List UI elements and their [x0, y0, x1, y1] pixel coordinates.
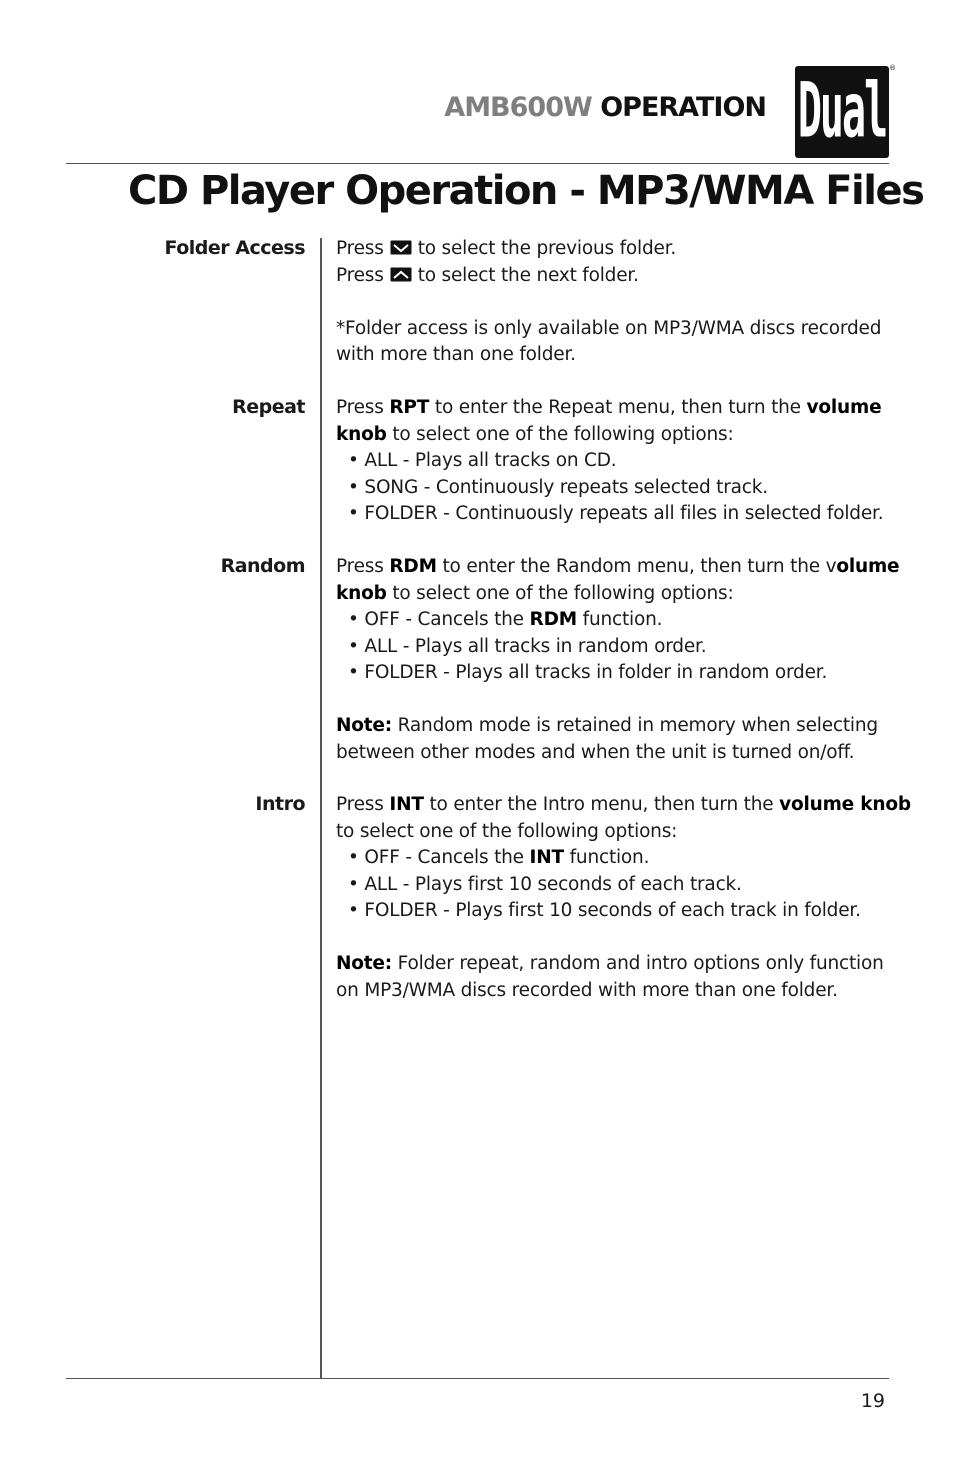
column-divider	[320, 238, 322, 1378]
folder-prev-line	[336, 236, 911, 263]
note-label: Note:	[336, 715, 392, 736]
folder-note-line1: *Folder access is only available on MP3/WMA discs recorded	[336, 317, 882, 339]
text-next-folder: to select the next folder.	[417, 264, 639, 286]
text-press: Press	[336, 238, 384, 259]
folder-up-button-icon	[390, 267, 412, 282]
key-knob: knob	[336, 582, 387, 604]
intro-note-line1	[336, 951, 911, 978]
model-name: AMB600W	[444, 92, 592, 123]
text: OFF - Cancels the	[364, 609, 524, 630]
list-item: • SONG - Continuously repeats selected track.	[348, 475, 911, 502]
text: Random mode is retained in memory when selecting	[397, 715, 878, 736]
section-repeat	[336, 395, 911, 528]
section-folder-access	[336, 236, 911, 369]
intro-options	[336, 845, 911, 925]
label-repeat: Repeat	[232, 396, 305, 418]
random-note-line2: between other modes and when the unit is turned on/off.	[336, 741, 855, 763]
page-number: 19	[860, 1390, 885, 1412]
footer-rule	[66, 1378, 889, 1379]
text: Folder repeat, random and intro options only function	[397, 953, 884, 974]
text-press: Press	[336, 264, 384, 286]
header-model	[444, 92, 766, 123]
page-title: CD Player Operation - MP3/WMA Files	[128, 168, 924, 214]
text: to select one of the following options:	[392, 582, 734, 604]
key-rdm: RDM	[389, 556, 437, 577]
brand-logo-text: Dual	[797, 68, 887, 156]
list-item: • ALL - Plays all tracks on CD.	[348, 448, 911, 475]
folder-down-button-icon	[390, 240, 412, 255]
intro-line1	[336, 792, 911, 819]
label-folder-access: Folder Access	[164, 237, 305, 259]
list-item: • FOLDER - Plays first 10 seconds of each track in folder.	[348, 898, 911, 925]
list-item	[348, 607, 911, 634]
intro-note-line2: on MP3/WMA discs recorded with more than one folder.	[336, 979, 838, 1001]
list-item	[348, 845, 911, 872]
text: to enter the Repeat menu, then turn the	[434, 397, 801, 418]
repeat-options	[336, 448, 911, 528]
key-knob: knob	[336, 423, 387, 445]
key-int: INT	[529, 847, 564, 868]
random-options	[336, 607, 911, 687]
text: function.	[582, 609, 663, 630]
key-volume: olume	[836, 556, 900, 577]
text: to select one of the following options:	[392, 423, 734, 445]
key-volume: volume	[806, 397, 882, 418]
list-item: • ALL - Plays first 10 seconds of each track.	[348, 872, 911, 899]
key-rdm: RDM	[529, 609, 577, 630]
text: Press	[336, 556, 384, 577]
text: function.	[569, 847, 650, 868]
random-note-line1	[336, 713, 911, 740]
list-item: • FOLDER - Continuously repeats all files in selected folder.	[348, 501, 911, 528]
folder-next-line	[336, 263, 911, 290]
text: OFF - Cancels the	[364, 847, 524, 868]
text: to enter the Intro menu, then turn the	[429, 794, 774, 815]
repeat-line1	[336, 395, 911, 422]
key-int: INT	[389, 794, 424, 815]
random-line2	[336, 581, 911, 608]
text: Press	[336, 397, 384, 418]
text: Press	[336, 794, 384, 815]
random-line1	[336, 554, 911, 581]
section-random	[336, 554, 911, 766]
list-item: • FOLDER - Plays all tracks in folder in random order.	[348, 660, 911, 687]
key-rpt: RPT	[389, 397, 430, 418]
registered-mark: ®	[889, 64, 896, 72]
label-random: Random	[220, 555, 305, 577]
text: to enter the Random menu, then turn the v	[442, 556, 837, 577]
key-volume-knob: volume knob	[779, 794, 911, 815]
repeat-line2	[336, 422, 911, 449]
note-label: Note:	[336, 953, 392, 974]
header-section: OPERATION	[600, 92, 766, 123]
text-prev-folder: to select the previous folder.	[417, 238, 677, 259]
header-rule	[66, 163, 889, 164]
section-intro	[336, 792, 911, 1004]
folder-note-line2: with more than one folder.	[336, 344, 576, 365]
brand-logo	[795, 66, 889, 158]
intro-line2: to select one of the following options:	[336, 820, 678, 842]
list-item: • ALL - Plays all tracks in random order.	[348, 634, 911, 661]
label-intro: Intro	[255, 793, 305, 815]
